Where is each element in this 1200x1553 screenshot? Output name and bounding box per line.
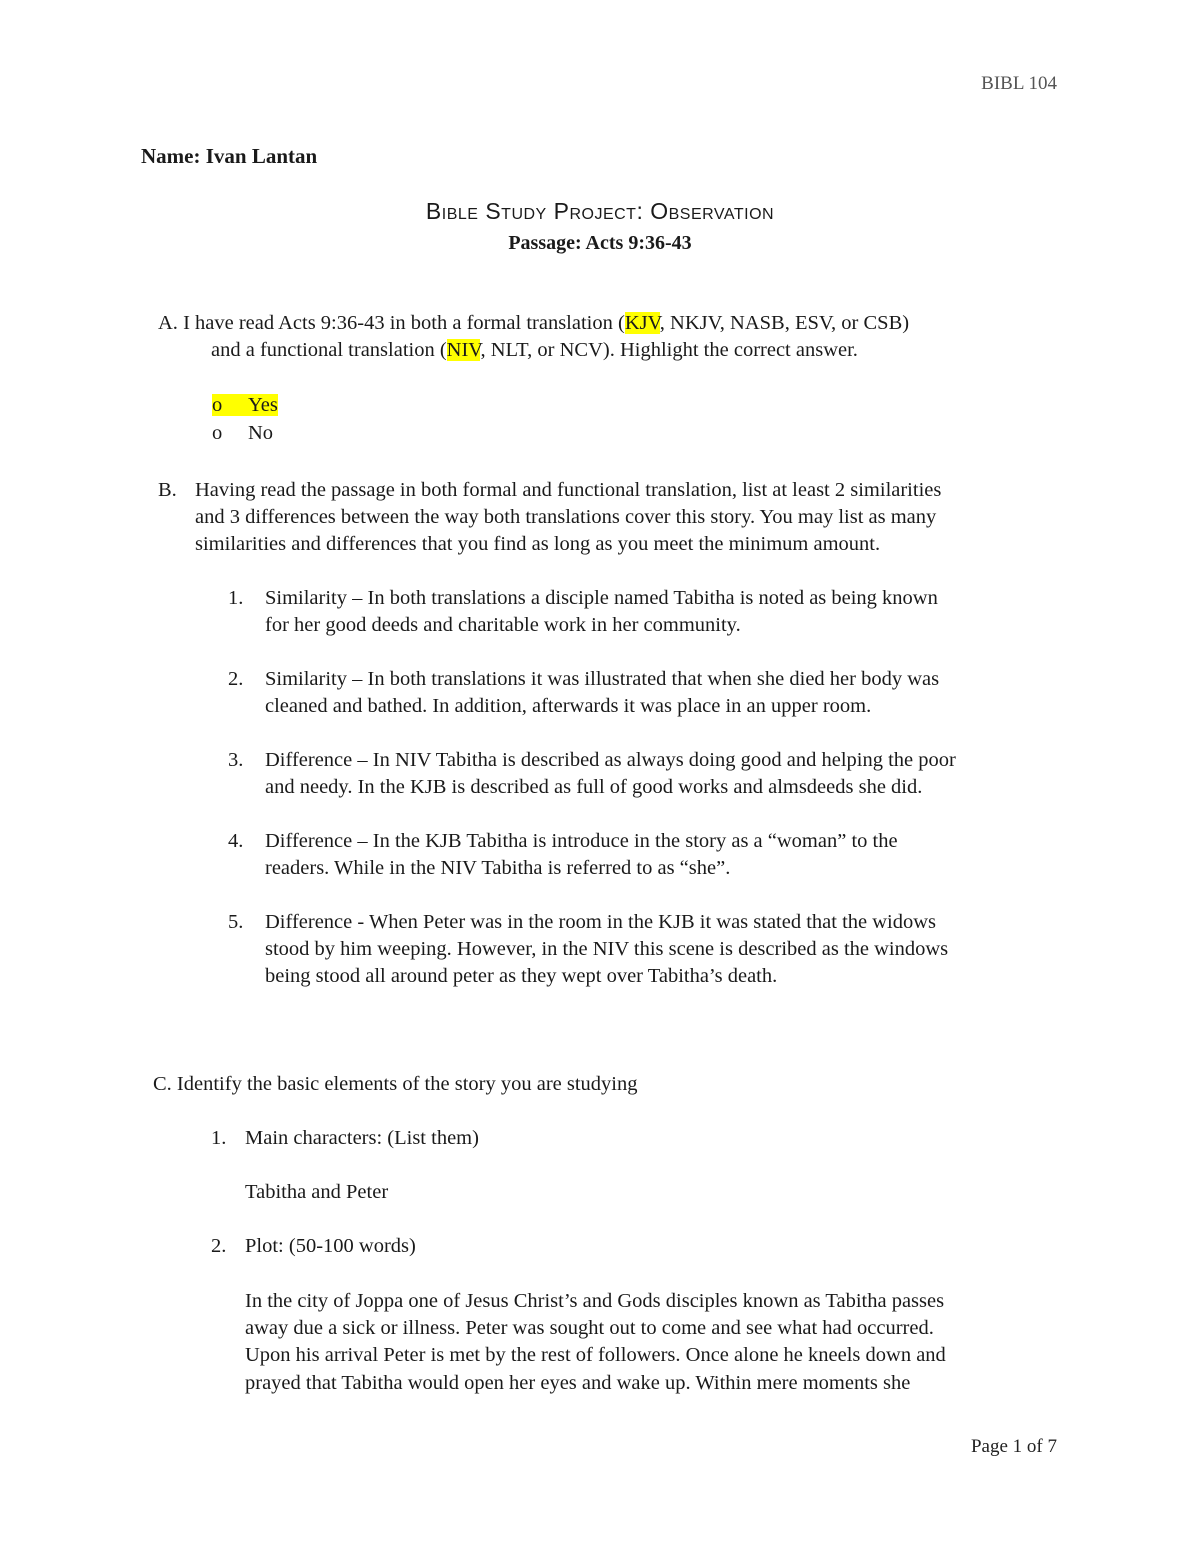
item-number: 2. [211,1235,227,1257]
item-number: 4. [228,830,244,852]
answer-line: Upon his arrival Peter is met by the rest of followers. Once alone he kneels down and [245,1344,946,1367]
section-b-line: similarities and differences that you find as long as you meet the minimum amount. [195,533,881,556]
item-label: Main characters: (List them) [245,1127,479,1149]
option-no[interactable] [212,420,273,447]
highlight-kjv: KJV [624,312,660,334]
item-line: readers. While in the NIV Tabitha is referred to as “she”. [265,857,731,880]
section-a-line-2-after: , NLT, or NCV). Highlight the correct answer. [480,339,858,362]
option-yes-highlight [212,394,278,416]
item-line: Similarity – In both translations a disciple named Tabitha is noted as being known [265,587,938,609]
passage-reference: Passage: Acts 9:36-43 [508,232,692,254]
section-c-heading: C. Identify the basic elements of the story you are studying [153,1073,638,1095]
section-b-instructions [195,477,1078,559]
item-line: and needy. In the KJB is described as full of good works and almsdeeds she did. [265,776,923,799]
section-b-line: and 3 differences between the way both translations cover this story. You may list as many [195,506,937,529]
answer-line: Tabitha and Peter [245,1181,389,1203]
comparison-item-2 [228,666,1068,720]
item-number: 5. [228,911,244,933]
item-line: Similarity – In both translations it was illustrated that when she died her body was [265,668,940,690]
page-number-footer: Page 1 of 7 [970,1436,1057,1457]
section-b-label: B. [158,479,177,501]
item-line: Difference - When Peter was in the room in the KJB it was stated that the widows [265,911,937,933]
comparison-item-3 [228,747,1068,801]
option-yes-label: Yes [248,394,278,416]
section-a-line-2-before: and a functional translation ( [211,339,447,362]
item-number: 3. [228,749,244,771]
item-line: stood by him weeping. However, in the NIV this scene is described as the windows [265,938,949,961]
section-a-line-1 [158,310,1078,337]
running-header-course: BIBL 104 [981,73,1057,94]
item-number: 1. [211,1127,227,1149]
option-no-bullet: o [212,422,223,444]
answer-line: In the city of Joppa one of Jesus Christ’s and Gods disciples known as Tabitha passes [245,1290,945,1312]
item-label: Plot: (50-100 words) [245,1235,416,1257]
page-title: Bible Study Project: Observation [425,198,775,224]
answer-line: away due a sick or illness. Peter was sought out to come and see what had occurred. [245,1317,934,1340]
item-line: Difference – In NIV Tabitha is described as always doing good and helping the poor [265,749,956,771]
item-line: being stood all around peter as they wept over Tabitha’s death. [265,965,778,988]
item-line: cleaned and bathed. In addition, afterwards it was place in an upper room. [265,695,872,718]
comparison-item-1 [228,585,1068,639]
section-a-line-2 [158,337,1078,364]
option-yes[interactable] [212,392,278,419]
plot-answer [245,1288,1065,1397]
answer-line: prayed that Tabitha would open her eyes and wake up. Within mere moments she [245,1371,911,1394]
option-yes-bullet: o [212,394,223,416]
section-b-line: Having read the passage in both formal and functional translation, list at least 2 similarities [195,479,942,501]
item-number: 1. [228,587,244,609]
comparison-item-5 [228,909,1068,991]
main-characters-answer [245,1179,1065,1206]
item-number: 2. [228,668,244,690]
section-a-label: A. [158,312,178,334]
story-element-plot [211,1233,1071,1260]
section-a-line-1-before: I have read Acts 9:36-43 in both a formal translation ( [183,312,625,334]
option-no-label: No [248,422,274,444]
item-line: for her good deeds and charitable work in her community. [265,614,741,637]
story-element-main-characters [211,1125,1071,1152]
section-b [158,477,1078,559]
comparison-item-4 [228,828,1068,882]
student-name-line: Name: Ivan Lantan [141,144,318,168]
section-a-line-1-after: , NKJV, NASB, ESV, or CSB) [659,312,910,334]
section-a [158,310,1078,364]
highlight-niv: NIV [446,339,481,362]
item-line: Difference – In the KJB Tabitha is introduce in the story as a “woman” to the [265,830,898,852]
